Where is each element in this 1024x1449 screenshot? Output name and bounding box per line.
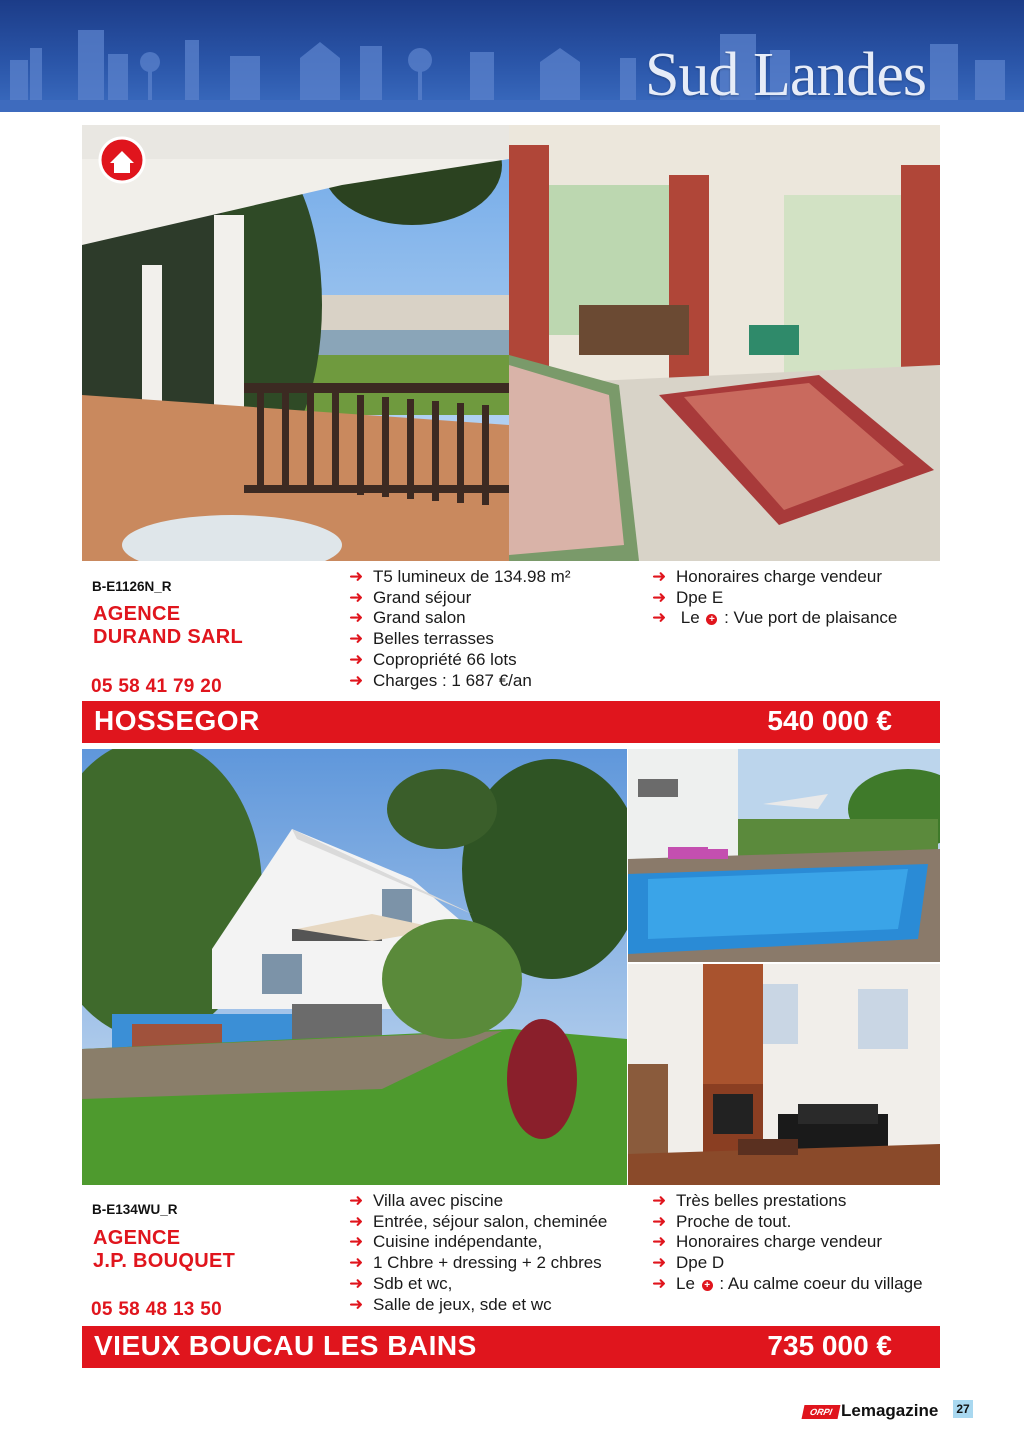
arrow-right-icon: ➜ [652, 1232, 667, 1252]
arrow-right-icon: ➜ [349, 1253, 364, 1273]
feature-list-right [652, 1191, 923, 1295]
plus-icon: + [706, 614, 717, 625]
arrow-right-icon: ➜ [349, 587, 364, 607]
arrow-right-icon: ➜ [349, 608, 364, 628]
feature-list-left [349, 567, 571, 691]
arrow-right-icon: ➜ [652, 567, 667, 586]
arrow-right-icon: ➜ [652, 1273, 667, 1293]
listing-price: 540 000 € [767, 705, 892, 736]
villa-photo [82, 749, 627, 1185]
orpi-logo-icon: ORPI [802, 1405, 841, 1419]
plus-icon: + [702, 1280, 713, 1291]
arrow-right-icon: ➜ [652, 587, 667, 607]
feature-item: ➜ Cuisine indépendante, [349, 1232, 543, 1252]
arrow-right-icon: ➜ [349, 1294, 364, 1314]
feature-item: ➜ Grand salon [349, 608, 466, 628]
magazine-name: Lemagazine [841, 1401, 939, 1420]
arrow-right-icon: ➜ [349, 1273, 364, 1293]
agency-phone[interactable]: 05 58 48 13 50 [91, 1299, 222, 1320]
agency-name [93, 603, 243, 649]
listing-city: VIEUX BOUCAU LES BAINS [94, 1330, 477, 1361]
arrow-right-icon: ➜ [349, 649, 364, 669]
listing-title-bar [82, 1326, 940, 1368]
listing-city: HOSSEGOR [94, 705, 260, 736]
feature-item: ➜ Grand séjour [349, 587, 472, 607]
agency-name [93, 1227, 235, 1273]
feature-list-right [652, 567, 897, 629]
pool-photo [628, 749, 940, 962]
feature-item: ➜ Copropriété 66 lots [349, 649, 517, 669]
arrow-right-icon: ➜ [349, 1191, 364, 1210]
feature-item: ➜ Charges : 1 687 €/an [349, 670, 532, 690]
terrace-photo [82, 125, 509, 561]
page-number: 27 [953, 1400, 973, 1418]
feature-item: ➜ Entrée, séjour salon, cheminée [349, 1211, 608, 1231]
fireplace-photo [628, 964, 940, 1185]
feature-item: ➜ Honoraires charge vendeur [652, 1232, 883, 1252]
feature-item: ➜ Villa avec piscine [349, 1191, 504, 1210]
region-title: Sud Landes [644, 41, 926, 109]
feature-item: ➜ Belles terrasses [349, 629, 494, 649]
arrow-right-icon: ➜ [652, 1191, 667, 1210]
feature-item-highlight: ➜ Le + : Au calme coeur du village [652, 1273, 923, 1293]
feature-item: ➜ Très belles prestations [652, 1191, 847, 1210]
arrow-right-icon: ➜ [652, 608, 667, 628]
feature-item: ➜ 1 Chbre + dressing + 2 chbres [349, 1253, 602, 1273]
arrow-right-icon: ➜ [349, 629, 364, 649]
feature-list-left [349, 1191, 607, 1315]
arrow-right-icon: ➜ [349, 670, 364, 690]
feature-item: ➜ Proche de tout. [652, 1211, 792, 1231]
arrow-right-icon: ➜ [349, 567, 364, 586]
feature-item: ➜ Dpe D [652, 1253, 725, 1273]
feature-item: ➜ Honoraires charge vendeur [652, 567, 883, 586]
arrow-right-icon: ➜ [652, 1253, 667, 1273]
feature-item: ➜ Salle de jeux, sde et wc [349, 1294, 552, 1314]
agency-phone[interactable]: 05 58 41 79 20 [91, 676, 222, 697]
listing-title-bar [82, 701, 940, 743]
agency-name-line1: AGENCE [93, 1227, 181, 1249]
agency-name-line1: AGENCE [93, 603, 181, 625]
feature-item-highlight: ➜ Le + : Vue port de plaisance [652, 608, 898, 628]
feature-item: ➜ Sdb et wc, [349, 1273, 453, 1293]
arrow-right-icon: ➜ [652, 1211, 667, 1231]
header-banner [0, 0, 1024, 112]
living-room-photo [509, 125, 940, 561]
listing-reference: B-E134WU_R [92, 1202, 178, 1217]
agency-name-line2: J.P. BOUQUET [93, 1250, 236, 1272]
feature-item: ➜ T5 lumineux de 134.98 m² [349, 567, 571, 586]
listing-price: 735 000 € [767, 1330, 892, 1361]
agency-name-line2: DURAND SARL [93, 626, 243, 648]
listing-reference: B-E1126N_R [92, 579, 172, 594]
feature-item: ➜ Dpe E [652, 587, 724, 607]
arrow-right-icon: ➜ [349, 1232, 364, 1252]
arrow-right-icon: ➜ [349, 1211, 364, 1231]
